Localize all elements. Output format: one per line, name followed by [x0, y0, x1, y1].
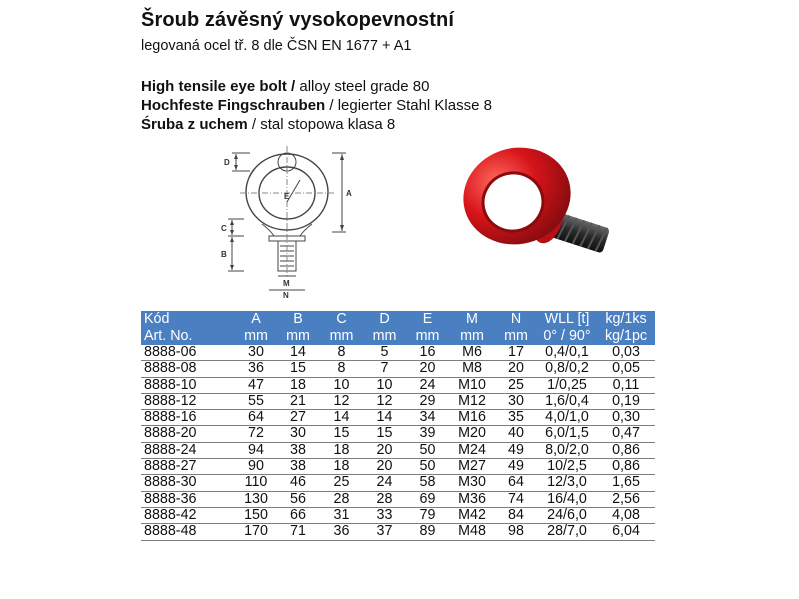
table-cell-c: 31 [320, 507, 363, 523]
table-row [141, 475, 655, 491]
table-cell-n: 20 [495, 361, 537, 377]
table-cell-c: 10 [320, 377, 363, 393]
drawing-label-a: A [346, 189, 352, 198]
table-cell-code: 8888-24 [141, 442, 236, 458]
column-header-weight: kg/1ks [597, 311, 655, 328]
table-cell-b: 18 [276, 377, 320, 393]
column-header-n: mm [495, 328, 537, 345]
translation-de-desc: / legierter Stahl Klasse 8 [325, 97, 492, 114]
translations-block [141, 77, 492, 134]
table-cell-weight: 0,11 [597, 377, 655, 393]
table-cell-wll: 28/7,0 [537, 524, 597, 540]
table-cell-e: 79 [406, 507, 449, 523]
table-cell-weight: 0,86 [597, 442, 655, 458]
table-cell-e: 20 [406, 361, 449, 377]
table-row [141, 491, 655, 507]
column-header-e: E [406, 311, 449, 328]
table-cell-weight: 4,08 [597, 507, 655, 523]
table-cell-wll: 8,0/2,0 [537, 442, 597, 458]
table-cell-m: M24 [449, 442, 495, 458]
table-cell-code: 8888-30 [141, 475, 236, 491]
column-header-b: B [276, 311, 320, 328]
translation-de-name: Hochfeste Fingschrauben [141, 97, 326, 114]
table-cell-e: 39 [406, 426, 449, 442]
table-cell-d: 5 [363, 345, 406, 361]
table-header-row [141, 311, 655, 328]
table-cell-m: M16 [449, 410, 495, 426]
table-cell-weight: 0,05 [597, 361, 655, 377]
table-cell-code: 8888-08 [141, 361, 236, 377]
table-cell-c: 36 [320, 524, 363, 540]
drawing-label-d: D [224, 158, 230, 167]
table-cell-m: M27 [449, 459, 495, 475]
table-cell-c: 12 [320, 393, 363, 409]
table-cell-code: 8888-16 [141, 410, 236, 426]
table-cell-a: 90 [236, 459, 276, 475]
table-cell-wll: 0,8/0,2 [537, 361, 597, 377]
table-cell-wll: 12/3,0 [537, 475, 597, 491]
table-cell-n: 49 [495, 442, 537, 458]
table-cell-m: M48 [449, 524, 495, 540]
drawing-label-m: M [283, 279, 290, 288]
table-cell-m: M10 [449, 377, 495, 393]
table-cell-a: 150 [236, 507, 276, 523]
table-cell-code: 8888-12 [141, 393, 236, 409]
translation-en [141, 77, 492, 96]
table-cell-b: 14 [276, 345, 320, 361]
table-cell-b: 46 [276, 475, 320, 491]
table-cell-c: 8 [320, 345, 363, 361]
column-header-m: mm [449, 328, 495, 345]
column-header-e: mm [406, 328, 449, 345]
table-row [141, 426, 655, 442]
table-row [141, 507, 655, 523]
table-cell-m: M30 [449, 475, 495, 491]
column-header-weight: kg/1pc [597, 328, 655, 345]
table-cell-wll: 10/2,5 [537, 459, 597, 475]
table-cell-d: 15 [363, 426, 406, 442]
table-cell-weight: 0,30 [597, 410, 655, 426]
table-cell-b: 15 [276, 361, 320, 377]
table-cell-a: 170 [236, 524, 276, 540]
table-row [141, 361, 655, 377]
table-cell-d: 37 [363, 524, 406, 540]
column-header-code: Art. No. [141, 328, 236, 345]
page-title: Šroub závěsný vysokopevnostní [141, 9, 454, 31]
table-cell-a: 47 [236, 377, 276, 393]
table-cell-n: 40 [495, 426, 537, 442]
table-cell-e: 16 [406, 345, 449, 361]
table-cell-m: M42 [449, 507, 495, 523]
column-header-a: mm [236, 328, 276, 345]
table-cell-a: 130 [236, 491, 276, 507]
table-cell-n: 98 [495, 524, 537, 540]
table-cell-n: 35 [495, 410, 537, 426]
column-header-m: M [449, 311, 495, 328]
table-cell-a: 30 [236, 345, 276, 361]
table-cell-d: 28 [363, 491, 406, 507]
table-cell-code: 8888-36 [141, 491, 236, 507]
table-cell-a: 110 [236, 475, 276, 491]
table-cell-weight: 0,47 [597, 426, 655, 442]
table-cell-e: 50 [406, 459, 449, 475]
table-cell-a: 64 [236, 410, 276, 426]
table-cell-b: 38 [276, 442, 320, 458]
table-cell-m: M36 [449, 491, 495, 507]
column-header-d: mm [363, 328, 406, 345]
table-cell-e: 58 [406, 475, 449, 491]
table-cell-code: 8888-48 [141, 524, 236, 540]
table-row [141, 393, 655, 409]
table-cell-code: 8888-27 [141, 459, 236, 475]
table-cell-c: 25 [320, 475, 363, 491]
table-cell-code: 8888-42 [141, 507, 236, 523]
table-cell-n: 25 [495, 377, 537, 393]
table-cell-wll: 1,6/0,4 [537, 393, 597, 409]
table-cell-d: 14 [363, 410, 406, 426]
column-header-code: Kód [141, 311, 236, 328]
table-cell-b: 21 [276, 393, 320, 409]
column-header-c: C [320, 311, 363, 328]
translation-en-desc: alloy steel grade 80 [295, 78, 430, 95]
table-cell-code: 8888-06 [141, 345, 236, 361]
table-cell-c: 14 [320, 410, 363, 426]
table-cell-m: M20 [449, 426, 495, 442]
table-cell-e: 69 [406, 491, 449, 507]
table-row [141, 459, 655, 475]
table-cell-weight: 0,03 [597, 345, 655, 361]
table-cell-b: 66 [276, 507, 320, 523]
table-cell-wll: 24/6,0 [537, 507, 597, 523]
table-cell-weight: 1,65 [597, 475, 655, 491]
table-cell-weight: 6,04 [597, 524, 655, 540]
table-cell-d: 12 [363, 393, 406, 409]
table-row [141, 410, 655, 426]
table-cell-b: 71 [276, 524, 320, 540]
table-cell-n: 17 [495, 345, 537, 361]
drawing-label-c: C [221, 224, 227, 233]
table-cell-wll: 1/0,25 [537, 377, 597, 393]
table-cell-b: 38 [276, 459, 320, 475]
table-cell-c: 8 [320, 361, 363, 377]
translation-de [141, 96, 492, 115]
column-header-d: D [363, 311, 406, 328]
technical-drawing [214, 140, 364, 300]
table-cell-code: 8888-10 [141, 377, 236, 393]
table-cell-weight: 0,19 [597, 393, 655, 409]
table-row [141, 345, 655, 361]
drawing-label-e: E [284, 192, 290, 201]
table-cell-c: 28 [320, 491, 363, 507]
table-cell-weight: 2,56 [597, 491, 655, 507]
table-cell-d: 10 [363, 377, 406, 393]
table-cell-e: 29 [406, 393, 449, 409]
table-cell-d: 20 [363, 459, 406, 475]
column-header-a: A [236, 311, 276, 328]
table-cell-e: 34 [406, 410, 449, 426]
table-cell-a: 72 [236, 426, 276, 442]
table-cell-b: 30 [276, 426, 320, 442]
table-cell-n: 64 [495, 475, 537, 491]
translation-pl [141, 115, 492, 134]
drawing-label-b: B [221, 250, 227, 259]
page-subtitle: legovaná ocel tř. 8 dle ČSN EN 1677 + A1 [141, 38, 412, 54]
table-cell-wll: 6,0/1,5 [537, 426, 597, 442]
column-header-b: mm [276, 328, 320, 345]
table-cell-e: 89 [406, 524, 449, 540]
translation-pl-name: Śruba z uchem [141, 116, 248, 133]
table-row [141, 442, 655, 458]
eye-bolt-photo [455, 140, 615, 270]
table-cell-wll: 16/4,0 [537, 491, 597, 507]
column-header-n: N [495, 311, 537, 328]
table-cell-d: 33 [363, 507, 406, 523]
table-cell-n: 49 [495, 459, 537, 475]
table-cell-a: 36 [236, 361, 276, 377]
table-cell-b: 27 [276, 410, 320, 426]
table-cell-m: M8 [449, 361, 495, 377]
column-header-wll: WLL [t] [537, 311, 597, 328]
table-cell-c: 15 [320, 426, 363, 442]
table-cell-wll: 0,4/0,1 [537, 345, 597, 361]
table-cell-n: 84 [495, 507, 537, 523]
drawing-label-n: N [283, 291, 289, 300]
table-cell-weight: 0,86 [597, 459, 655, 475]
table-cell-d: 20 [363, 442, 406, 458]
table-cell-a: 55 [236, 393, 276, 409]
table-cell-b: 56 [276, 491, 320, 507]
column-header-c: mm [320, 328, 363, 345]
table-cell-n: 74 [495, 491, 537, 507]
table-header-units-row [141, 328, 655, 345]
table-cell-n: 30 [495, 393, 537, 409]
table-cell-a: 94 [236, 442, 276, 458]
column-header-wll: 0° / 90° [537, 328, 597, 345]
specification-table [141, 311, 655, 541]
table-cell-c: 18 [320, 442, 363, 458]
table-cell-c: 18 [320, 459, 363, 475]
table-cell-code: 8888-20 [141, 426, 236, 442]
translation-pl-desc: / stal stopowa klasa 8 [247, 116, 396, 133]
table-cell-d: 24 [363, 475, 406, 491]
table-cell-d: 7 [363, 361, 406, 377]
table-cell-e: 50 [406, 442, 449, 458]
table-cell-wll: 4,0/1,0 [537, 410, 597, 426]
table-row [141, 377, 655, 393]
table-cell-e: 24 [406, 377, 449, 393]
translation-en-name: High tensile eye bolt / [141, 78, 296, 95]
table-row [141, 524, 655, 540]
table-cell-m: M6 [449, 345, 495, 361]
table-cell-m: M12 [449, 393, 495, 409]
